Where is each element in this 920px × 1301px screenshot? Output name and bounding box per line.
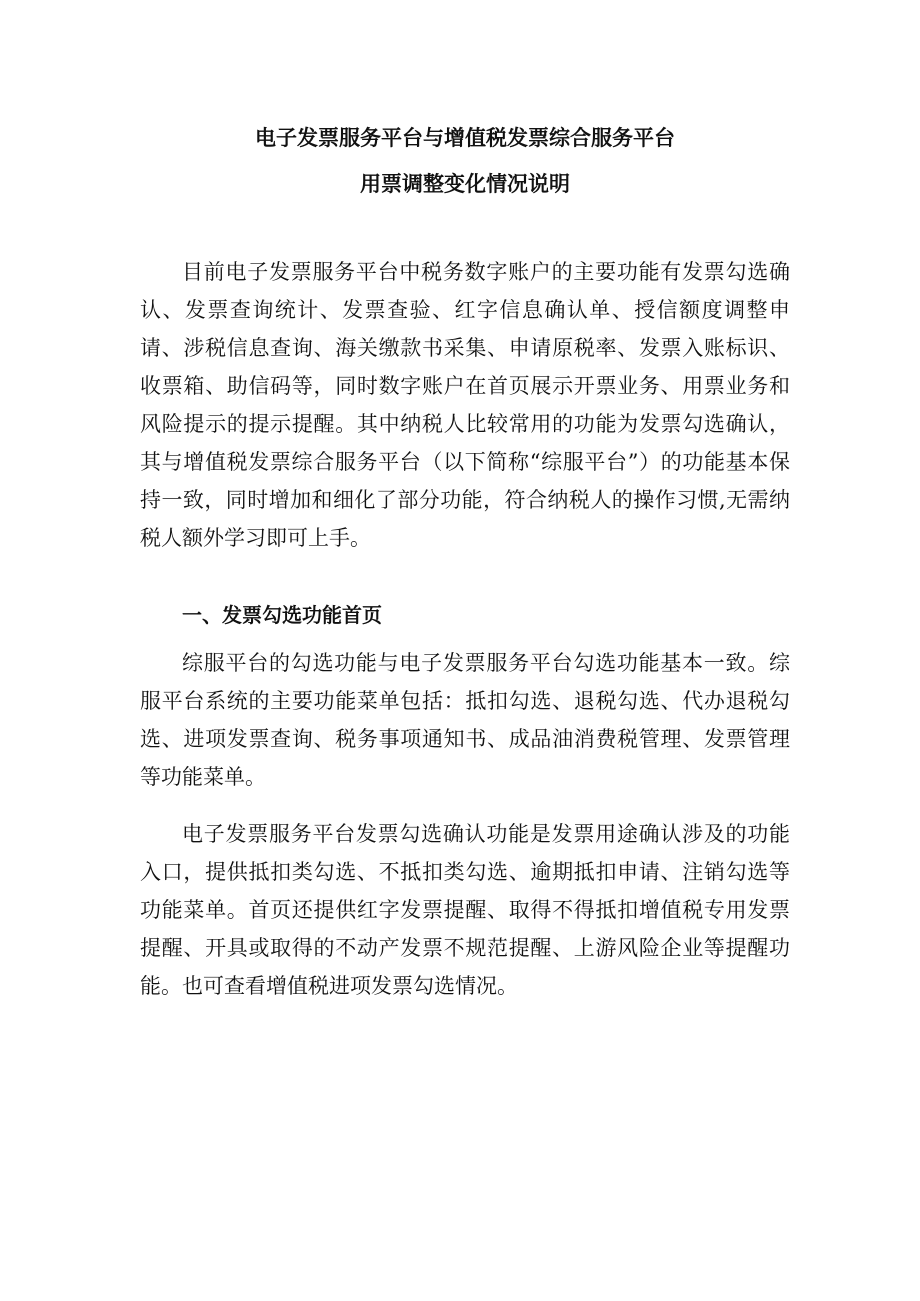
section1-paragraph-1: 综服平台的勾选功能与电子发票服务平台勾选功能基本一致。综服平台系统的主要功能菜单包括：抵扣勾选、退税勾选、代办退税勾选、进项发票查询、税务事项通知书、成品油消费税管理、发票管理等功能菜单。 (140, 651, 790, 789)
section-heading-1: 一、发票勾选功能首页 (182, 603, 382, 627)
document-title-line-2: 用票调整变化情况说明 (360, 172, 570, 196)
section1-paragraph-2: 电子发票服务平台发票勾选确认功能是发票用途确认涉及的功能入口，提供抵扣类勾选、不抵扣类勾选、逾期抵扣申请、注销勾选等功能菜单。首页还提供红字发票提醒、取得不得抵扣增值税专用发票提醒、开具或取得的不动产发票不规范提醒、上游风险企业等提醒功能。也可查看增值税进项发票勾选情况。 (140, 822, 790, 998)
intro-paragraph: 目前电子发票服务平台中税务数字账户的主要功能有发票勾选确认、发票查询统计、发票查验、红字信息确认单、授信额度调整申请、涉税信息查询、海关缴款书采集、申请原税率、发票入账标识、收票箱、助信码等，同时数字账户在首页展示开票业务、用票业务和风险提示的提示提醒。其中纳税人比较常用的功能为发票勾选确认，其与增值税发票综合服务平台（以下简称“综服平台”）的功能基本保持一致，同时增加和细化了部分功能，符合纳税人的操作习惯,无需纳税人额外学习即可上手。 (140, 260, 790, 550)
document-title-line-1: 电子发票服务平台与增值税发票综合服务平台 (255, 126, 675, 150)
